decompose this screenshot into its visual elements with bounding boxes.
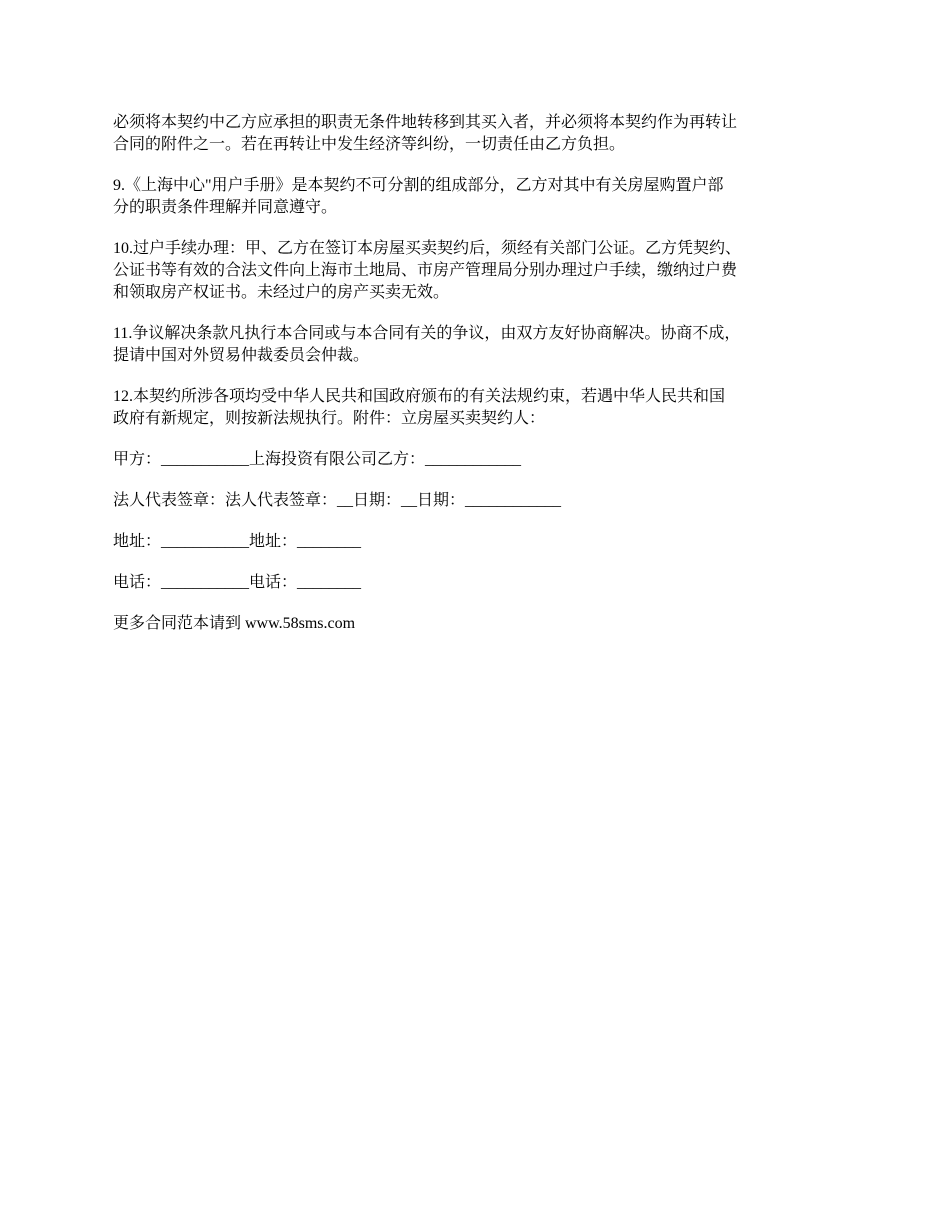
- paragraph-clause-9: [113, 175, 843, 219]
- address-field-line: 地址：___________地址：________: [113, 533, 362, 550]
- paragraph-clause-11: [113, 323, 843, 367]
- paragraph-line: 11.争议解决条款凡执行本合同或与本合同有关的争议，由双方友好协商解决。协商不成，: [113, 325, 741, 342]
- party-field-line: 甲方：___________上海投资有限公司乙方：____________: [113, 451, 522, 468]
- paragraph-line: 政府有新规定，则按新法规执行。附件：立房屋买卖契约人：: [113, 410, 546, 427]
- paragraph-line: 必须将本契约中乙方应承担的职责无条件地转移到其买入者，并必须将本契约作为再转让: [113, 114, 738, 131]
- paragraph-line: 和领取房产权证书。未经过户的房产买卖无效。: [113, 284, 450, 301]
- paragraph-line: 合同的附件之一。若在再转让中发生经济等纠纷，一切责任由乙方负担。: [113, 136, 626, 153]
- paragraph-transfer-duty: [113, 112, 843, 156]
- paragraph-line: 12.本契约所涉各项均受中华人民共和国政府颁布的有关法规约束，若遇中华人民共和国: [113, 388, 726, 405]
- paragraph-clause-10: [113, 238, 843, 304]
- footer-link-text: 更多合同范本请到 www.58sms.com: [113, 615, 356, 632]
- signature-date-field-line: 法人代表签章：法人代表签章：__日期：__日期：____________: [113, 492, 562, 509]
- document-body: [113, 112, 843, 654]
- paragraph-line: 公证书等有效的合法文件向上海市土地局、市房产管理局分别办理过户手续，缴纳过户费: [113, 262, 738, 279]
- paragraph-line: 10.过户手续办理：甲、乙方在签订本房屋买卖契约后，须经有关部门公证。乙方凭契约、: [113, 240, 742, 257]
- paragraph-line: 9.《上海中心"用户手册》是本契约不可分割的组成部分，乙方对其中有关房屋购置户部: [113, 177, 724, 194]
- paragraph-line: 提请中国对外贸易仲裁委员会仲裁。: [113, 347, 370, 364]
- phone-field-line: 电话：___________电话：________: [113, 574, 362, 591]
- paragraph-clause-12: [113, 386, 843, 430]
- paragraph-line: 分的职责条件理解并同意遵守。: [113, 199, 338, 216]
